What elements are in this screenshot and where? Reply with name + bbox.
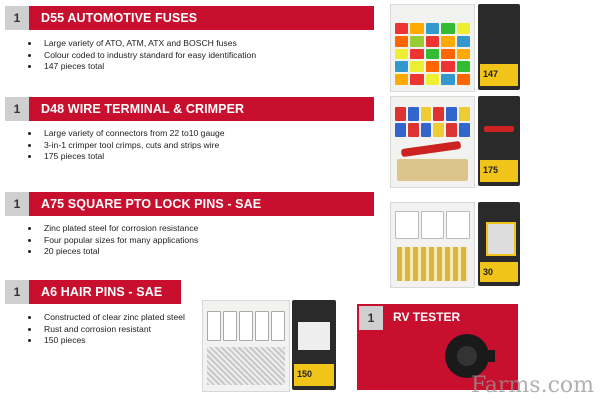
watermark: Farms.com [471, 373, 594, 398]
bullet-item: • Large variety of ATO, ATM, ATX and BOSCH fuses [40, 38, 370, 50]
section-title: A6 HAIR PINS - SAE [29, 280, 181, 304]
section-header-a6 [5, 280, 181, 304]
section-title: D48 WIRE TERMINAL & CRIMPER [29, 97, 374, 121]
bullet-item: • 175 pieces total [40, 151, 370, 163]
bullet-item: • Zinc plated steel for corrosion resistance [40, 223, 370, 235]
bullet-list [24, 312, 200, 347]
pto-pins-kit-case [478, 202, 520, 286]
section-number: 1 [5, 6, 29, 30]
bullet-item: • Rust and corrosion resistant [40, 324, 200, 336]
box-label: 147 [483, 69, 499, 79]
section-header-d55 [5, 6, 374, 30]
section-header-d48 [5, 97, 374, 121]
bullet-list [24, 38, 370, 73]
section-number: 1 [5, 97, 29, 121]
bullet-item: • 150 pieces [40, 335, 200, 347]
fuse-kit-case [478, 4, 520, 90]
bullet-item: • 147 pieces total [40, 61, 370, 73]
bullet-item: • 3-in-1 crimper tool crimps, cuts and strips wire [40, 140, 370, 152]
section-title: A75 SQUARE PTO LOCK PINS - SAE [29, 192, 374, 216]
terminal-kit-image [390, 96, 475, 188]
bullet-item: • Constructed of clear zinc plated steel [40, 312, 200, 324]
box-label: 175 [483, 165, 499, 175]
section-number: 1 [5, 192, 29, 216]
box-label: 150 [297, 369, 313, 379]
section-number: 1 [359, 306, 383, 330]
bullet-item: • Colour coded to industry standard for easy identification [40, 50, 370, 62]
box-label: 30 [483, 267, 494, 277]
fuse-kit-image [390, 4, 475, 92]
section-number: 1 [5, 280, 29, 304]
section-title: RV TESTER [393, 310, 461, 324]
terminal-kit-case [478, 96, 520, 186]
bullet-item: • Large variety of connectors from 22 to10 gauge [40, 128, 370, 140]
bullet-item: • Four popular sizes for many applications [40, 235, 370, 247]
section-header-a75 [5, 192, 374, 216]
bullet-list [24, 128, 370, 163]
bullet-item: • 20 pieces total [40, 246, 370, 258]
bullet-list [24, 223, 370, 258]
hair-pins-kit-image [202, 300, 290, 392]
section-title: D55 AUTOMOTIVE FUSES [29, 6, 374, 30]
pto-pins-kit-image [390, 202, 475, 288]
hair-pins-kit-case [292, 300, 336, 390]
